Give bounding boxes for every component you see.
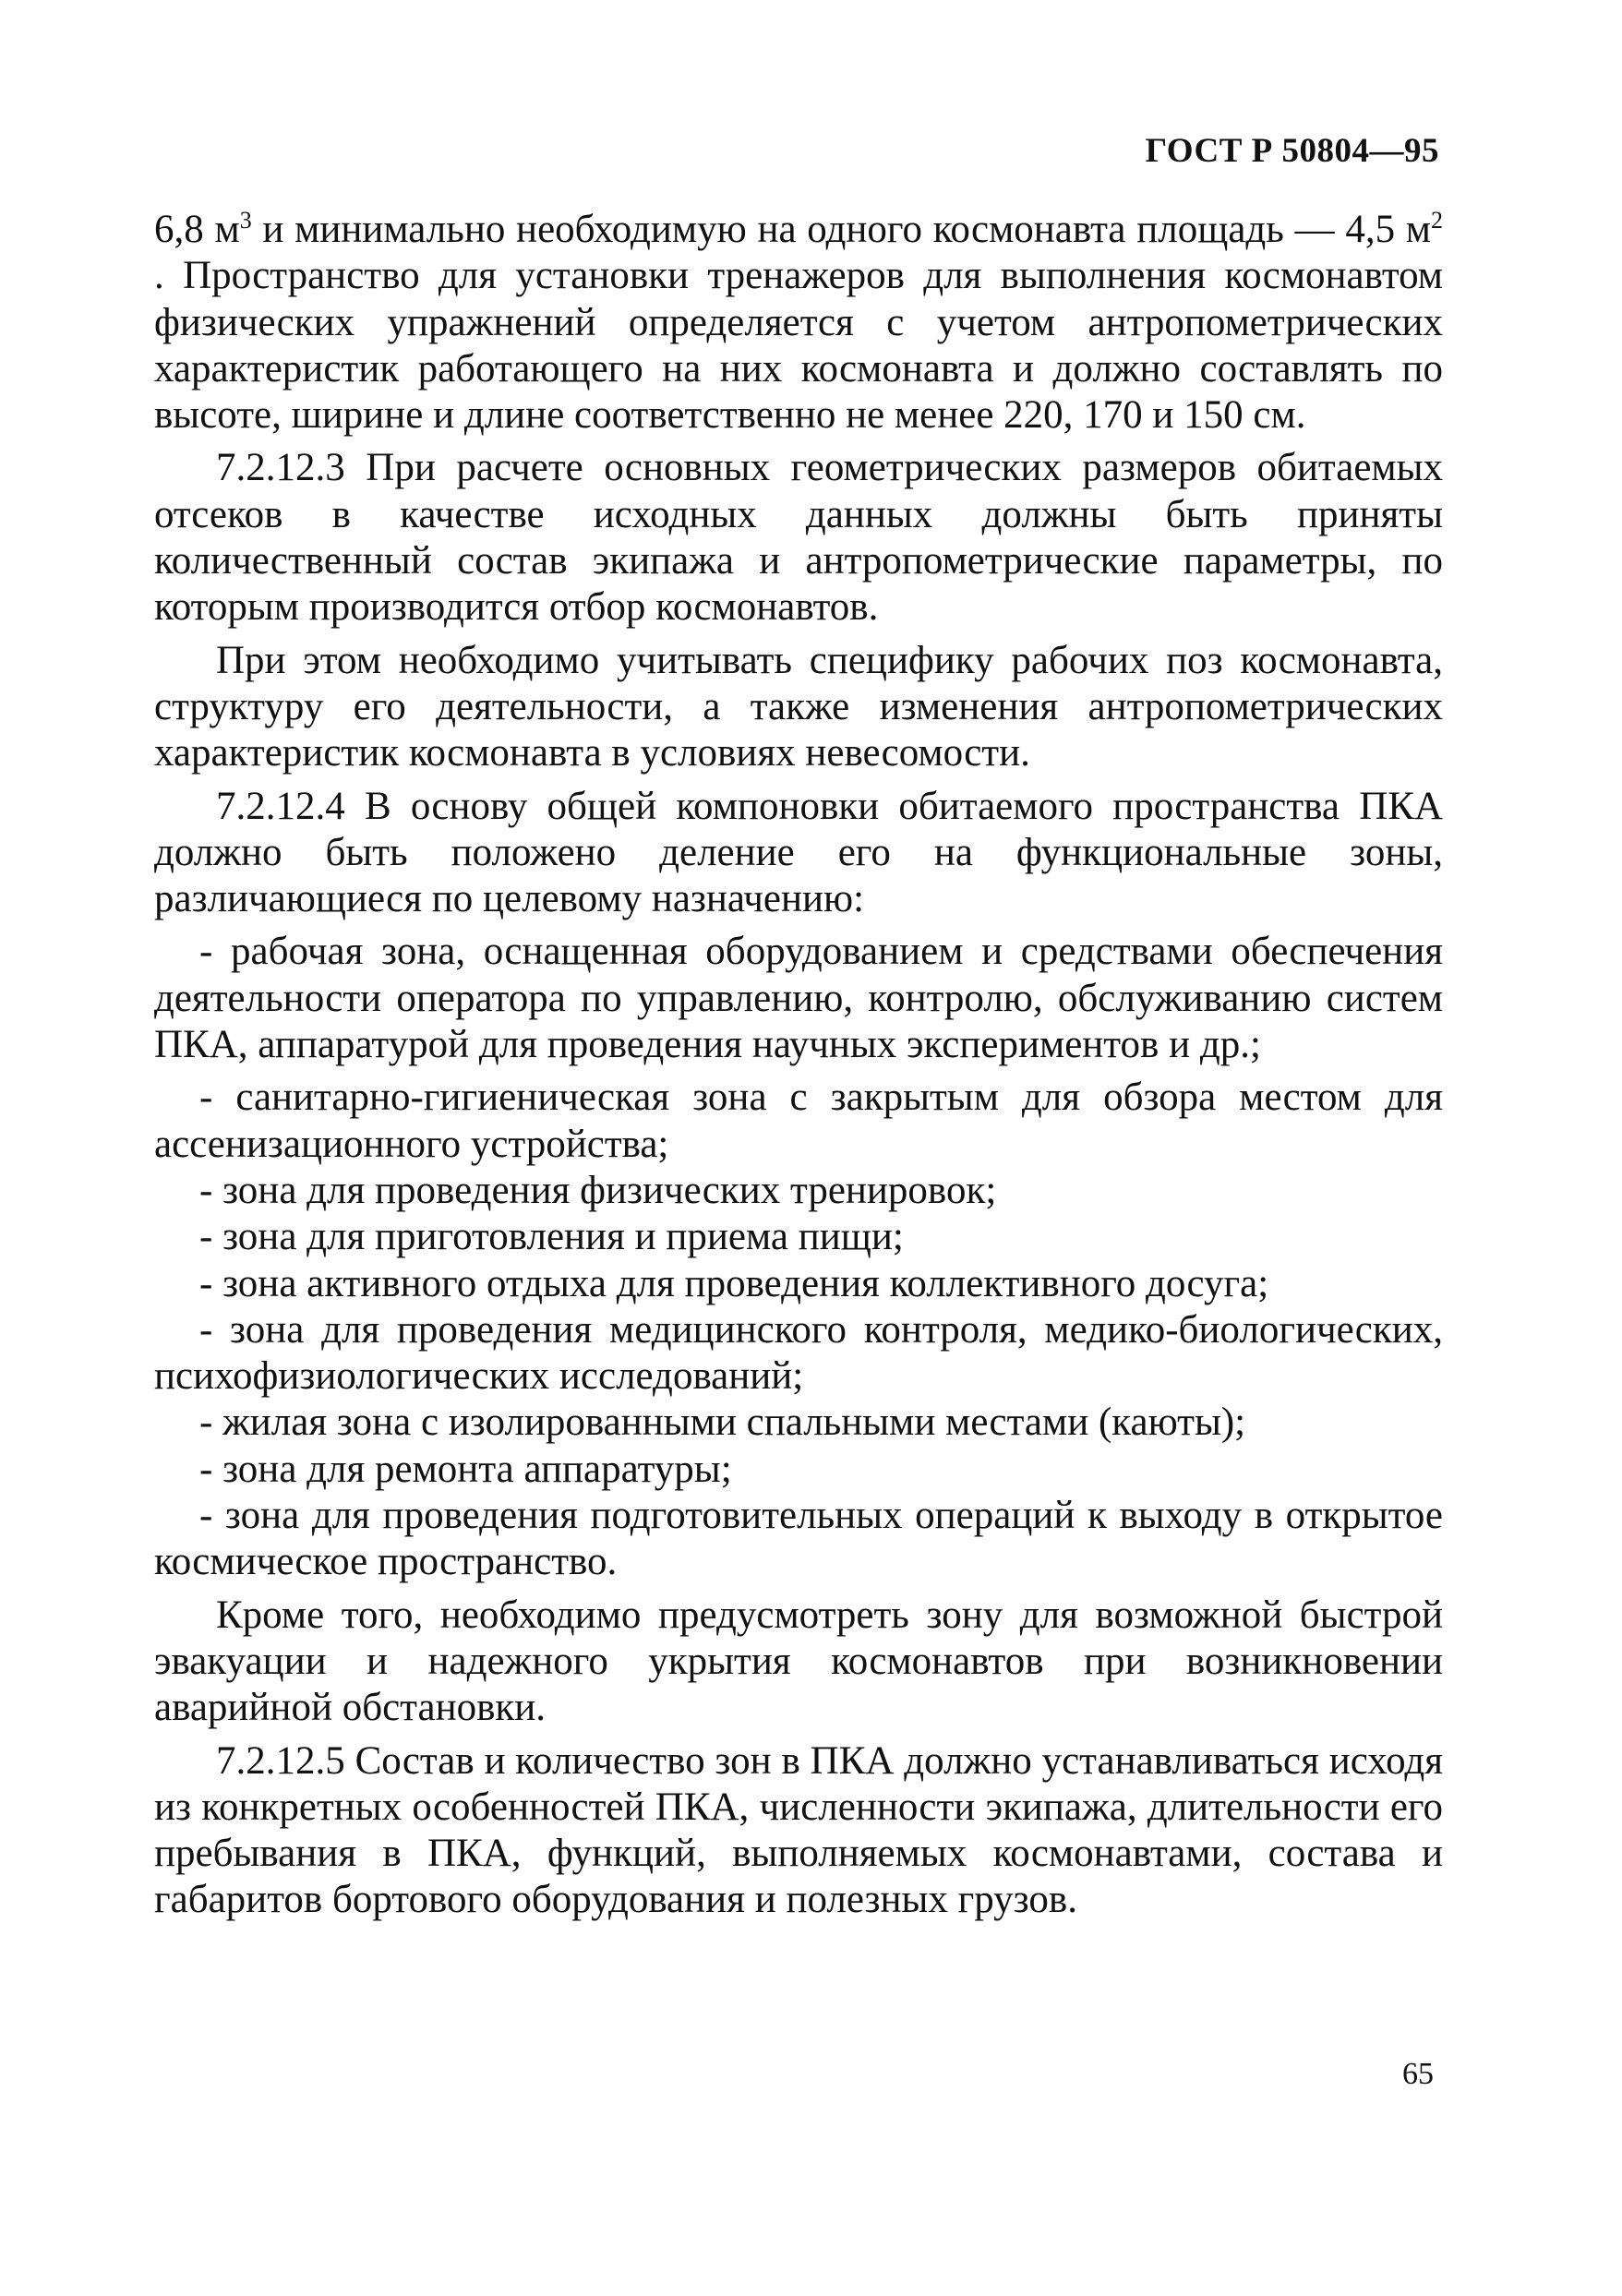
list-item-zone: - рабочая зона, оснащенная оборудованием и средствами обеспечения деятельности оператора по управлению, контролю, обслуживанию систем ПКА, аппаратурой для проведения научных экспериментов и др.; [154, 930, 1443, 1067]
paragraph-7-2-12-4: 7.2.12.4 В основу общей компоновки обитаемого пространства ПКА должно быть положено деление его на функциональные зоны, различающиеся по целевому назначению: [154, 784, 1443, 921]
paragraph-7-2-12-3: 7.2.12.3 При расчете основных геометрических размеров обитаемых отсеков в качестве исходных данных должны быть приняты количественный состав экипажа и антропометрические параметры, по которым производится отбор космонавтов. [154, 446, 1443, 630]
paragraph-7-2-12-5: 7.2.12.5 Состав и количество зон в ПКА должно устанавливаться исходя из конкретных особенностей ПКА, численности экипажа, длительности его пребывания в ПКА, функций, выполняемых космонавтами, состава и габаритов бортового оборудования и полезных грузов. [154, 1738, 1443, 1922]
text-span: и минимально необходимую на одного космонавта площадь — 4,5 м [251, 208, 1431, 251]
list-item-zone: - зона для проведения физических тренировок; [199, 1168, 997, 1212]
list-item-zone: - зона для проведения медицинского контроля, медико-биологических, психофизиологических исследований; [154, 1307, 1443, 1399]
superscript: 2 [1431, 207, 1443, 234]
list-item-zone: - санитарно-гигиеническая зона с закрытым для обзора местом для ассенизационного устройства; [154, 1076, 1443, 1166]
list-item-zone: - жилая зона с изолированными спальными местами (каюты); [199, 1400, 1246, 1445]
list-item-zone: - зона для приготовления и приема пищи; [199, 1215, 904, 1259]
superscript: 3 [239, 207, 252, 234]
list-item-zone: - зона для проведения подготовительных операций к выходу в открытое космическое пространство. [154, 1494, 1443, 1584]
paragraph-specifics: При этом необходимо учитывать специфику рабочих поз космонавта, структуру его деятельности, а также изменения антропометрических характеристик космонавта в условиях невесомости. [154, 638, 1443, 775]
list-item-zone: - зона активного отдыха для проведения коллективного досуга; [199, 1261, 1269, 1305]
text-span: 6,8 м [154, 208, 240, 251]
page-number: 65 [1402, 2057, 1434, 2091]
paragraph-evacuation: Кроме того, необходимо предусмотреть зону для возможной быстрой эвакуации и надежного укрытия космонавтов при возникновении аварийной обстановки. [154, 1593, 1443, 1730]
document-body [154, 207, 1443, 1924]
paragraph-continued [154, 207, 1443, 439]
list-item-zone: - зона для ремонта аппаратуры; [199, 1447, 732, 1491]
text-span: . Пространство для установки тренажеров для выполнения космонавтом физических упражнений определяется с учетом антропометрических характеристик работающего на них космонавта и должно составлять по высоте, ширине и длине соответственно не менее 220, 170 и 150 см. [154, 254, 1443, 438]
document-code-header: ГОСТ Р 50804—95 [1145, 132, 1439, 170]
